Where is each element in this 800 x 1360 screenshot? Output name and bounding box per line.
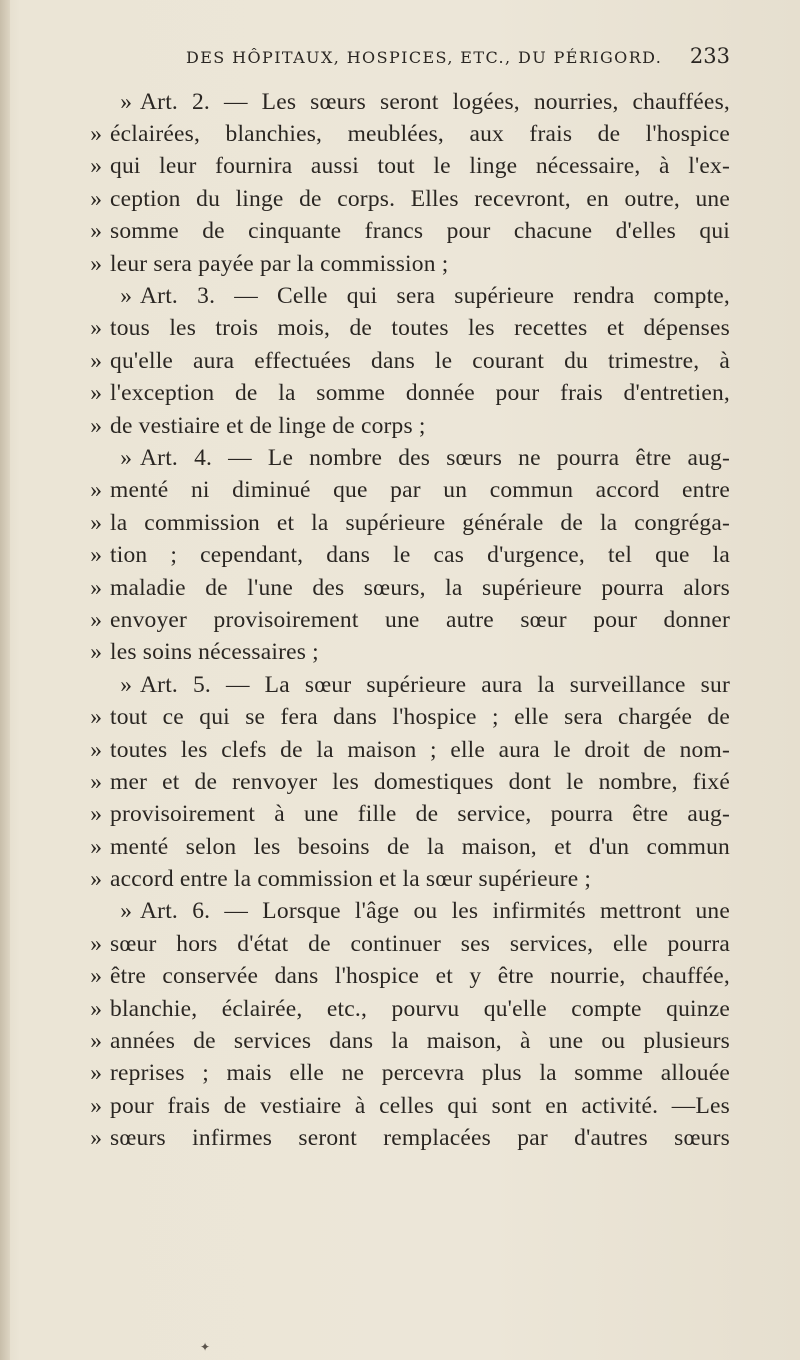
line-text: blanchie, éclairée, etc., pourvu qu'elle compte quinze bbox=[110, 995, 730, 1022]
line-text: Art. 5. — La sœur supérieure aura la surveillance sur bbox=[140, 671, 730, 698]
quote-mark: » bbox=[90, 121, 102, 148]
quote-mark: » bbox=[120, 283, 132, 310]
text-line bbox=[80, 993, 730, 1025]
quote-mark: » bbox=[90, 1060, 102, 1087]
body-text bbox=[80, 86, 730, 1155]
quote-mark: » bbox=[120, 444, 132, 471]
text-line bbox=[80, 313, 730, 345]
text-line bbox=[80, 1090, 730, 1122]
quote-mark: » bbox=[90, 250, 102, 277]
quote-mark: » bbox=[90, 153, 102, 180]
line-text: menté selon les besoins de la maison, et d'un commun bbox=[110, 833, 730, 860]
quote-mark: » bbox=[90, 930, 102, 957]
quote-mark: » bbox=[90, 833, 102, 860]
quote-mark: » bbox=[90, 606, 102, 633]
quote-mark: » bbox=[90, 704, 102, 731]
line-text: toutes les clefs de la maison ; elle aura le droit de nom- bbox=[110, 736, 730, 763]
quote-mark: » bbox=[90, 639, 102, 666]
text-line bbox=[80, 831, 730, 863]
quote-mark: » bbox=[90, 1028, 102, 1055]
line-text: tion ; cependant, dans le cas d'urgence, tel que la bbox=[110, 542, 730, 569]
quote-mark: » bbox=[90, 542, 102, 569]
line-text: Art. 4. — Le nombre des sœurs ne pourra être aug- bbox=[140, 444, 730, 471]
text-line bbox=[80, 1025, 730, 1057]
text-line bbox=[80, 799, 730, 831]
text-line bbox=[80, 475, 730, 507]
text-line bbox=[80, 669, 730, 701]
line-text: envoyer provisoirement une autre sœur pour donner bbox=[110, 606, 730, 633]
quote-mark: » bbox=[90, 866, 102, 893]
line-text: reprises ; mais elle ne percevra plus la somme allouée bbox=[110, 1060, 730, 1087]
text-line bbox=[80, 701, 730, 733]
quote-mark: » bbox=[90, 768, 102, 795]
quote-mark: » bbox=[90, 380, 102, 407]
line-text: Art. 2. — Les sœurs seront logées, nourries, chauffées, bbox=[140, 88, 730, 115]
line-text: l'exception de la somme donnée pour frais d'entretien, bbox=[110, 380, 730, 407]
quote-mark: » bbox=[120, 88, 132, 115]
line-text: Art. 6. — Lorsque l'âge ou les infirmités mettront une bbox=[140, 898, 730, 925]
line-text: provisoirement à une fille de service, pourra être aug- bbox=[110, 801, 730, 828]
line-text: éclairées, blanchies, meublées, aux frais de l'hospice bbox=[110, 121, 730, 148]
line-text: sœurs infirmes seront remplacées par d'autres sœurs bbox=[110, 1125, 730, 1152]
line-text: qui leur fournira aussi tout le linge nécessaire, à l'ex- bbox=[110, 153, 730, 180]
quote-mark: » bbox=[90, 574, 102, 601]
text-line bbox=[80, 216, 730, 248]
text-line bbox=[80, 1058, 730, 1090]
text-line bbox=[80, 118, 730, 150]
text-line bbox=[80, 410, 730, 442]
quote-mark: » bbox=[120, 898, 132, 925]
text-line bbox=[80, 572, 730, 604]
text-line bbox=[80, 151, 730, 183]
text-line bbox=[80, 734, 730, 766]
line-text: tout ce qui se fera dans l'hospice ; elle sera chargée de bbox=[110, 704, 730, 731]
text-line bbox=[80, 766, 730, 798]
line-text: qu'elle aura effectuées dans le courant du trimestre, à bbox=[110, 347, 730, 374]
text-line bbox=[80, 1123, 730, 1155]
page-header bbox=[90, 44, 730, 74]
line-text: menté ni diminué que par un commun accord entre bbox=[110, 477, 730, 504]
text-line bbox=[80, 183, 730, 215]
text-line bbox=[80, 86, 730, 118]
page-number: 233 bbox=[689, 44, 730, 68]
text-line bbox=[80, 961, 730, 993]
quote-mark: » bbox=[90, 185, 102, 212]
line-text: la commission et la supérieure générale de la congréga- bbox=[110, 509, 730, 536]
quote-mark: » bbox=[90, 315, 102, 342]
line-text: leur sera payée par la commission ; bbox=[110, 250, 449, 277]
line-text: pour frais de vestiaire à celles qui sont en activité. —Les bbox=[110, 1092, 730, 1119]
line-text: somme de cinquante francs pour chacune d'elles qui bbox=[110, 218, 730, 245]
text-line bbox=[80, 539, 730, 571]
line-text: les soins nécessaires ; bbox=[110, 639, 319, 666]
line-text: maladie de l'une des sœurs, la supérieure pourra alors bbox=[110, 574, 730, 601]
quote-mark: » bbox=[90, 477, 102, 504]
text-line bbox=[80, 863, 730, 895]
quote-mark: » bbox=[90, 995, 102, 1022]
text-line bbox=[80, 248, 730, 280]
line-text: accord entre la commission et la sœur supérieure ; bbox=[110, 866, 592, 893]
line-text: Art. 3. — Celle qui sera supérieure rendra compte, bbox=[140, 283, 730, 310]
text-line bbox=[80, 637, 730, 669]
text-line bbox=[80, 928, 730, 960]
quote-mark: » bbox=[90, 963, 102, 990]
text-line bbox=[80, 507, 730, 539]
line-text: de vestiaire et de linge de corps ; bbox=[110, 412, 426, 439]
text-line bbox=[80, 345, 730, 377]
text-line bbox=[80, 280, 730, 312]
text-line bbox=[80, 604, 730, 636]
running-head: DES HÔPITAUX, HOSPICES, ETC., DU PÉRIGORD. bbox=[186, 48, 663, 67]
quote-mark: » bbox=[90, 412, 102, 439]
quote-mark: » bbox=[90, 509, 102, 536]
line-text: années de services dans la maison, à une ou plusieurs bbox=[110, 1028, 730, 1055]
quote-mark: » bbox=[90, 801, 102, 828]
quote-mark: » bbox=[120, 671, 132, 698]
line-text: ception du linge de corps. Elles recevront, en outre, une bbox=[110, 185, 730, 212]
text-line bbox=[80, 896, 730, 928]
line-text: mer et de renvoyer les domestiques dont le nombre, fixé bbox=[110, 768, 730, 795]
quote-mark: » bbox=[90, 1125, 102, 1152]
stray-mark: ✦ bbox=[200, 1340, 211, 1354]
page-binding-edge bbox=[0, 0, 10, 1360]
text-line bbox=[80, 378, 730, 410]
quote-mark: » bbox=[90, 218, 102, 245]
line-text: tous les trois mois, de toutes les recettes et dépenses bbox=[110, 315, 730, 342]
line-text: être conservée dans l'hospice et y être nourrie, chauffée, bbox=[110, 963, 730, 990]
quote-mark: » bbox=[90, 347, 102, 374]
text-line bbox=[80, 442, 730, 474]
quote-mark: » bbox=[90, 736, 102, 763]
line-text: sœur hors d'état de continuer ses services, elle pourra bbox=[110, 930, 730, 957]
quote-mark: » bbox=[90, 1092, 102, 1119]
